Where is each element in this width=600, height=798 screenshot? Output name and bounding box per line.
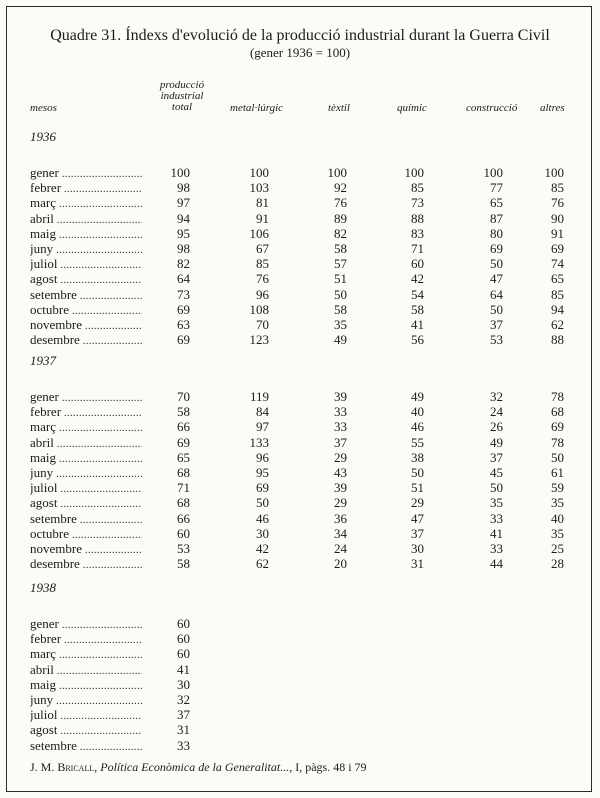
value-cell: 50: [551, 449, 564, 465]
value-cell: 37: [177, 707, 190, 723]
month-label: juny .....: [30, 692, 142, 709]
value-cell: 89: [334, 210, 347, 226]
value-cell: 95: [256, 465, 269, 480]
header-quimic: químic: [397, 102, 427, 114]
value-cell: 39: [334, 480, 347, 496]
month-label: març .....: [30, 646, 142, 663]
value-cell: 41: [177, 661, 190, 677]
value-cell: 58: [177, 556, 190, 572]
value-cell: 106: [249, 225, 269, 241]
header-total-line1: producció: [159, 79, 205, 91]
month-label: desembre .....: [30, 332, 142, 349]
value-cell: 24: [334, 541, 347, 556]
table-row: [0, 692, 600, 707]
month-label: agost .....: [30, 271, 142, 288]
value-cell: 69: [490, 241, 503, 256]
table-row: [0, 180, 600, 195]
value-cell: 55: [411, 434, 424, 450]
value-cell: 60: [177, 631, 190, 647]
table-row: [0, 271, 600, 286]
table-row: [0, 287, 600, 302]
source-pages: , I, pàgs. 48 i 79: [289, 760, 367, 774]
value-cell: 33: [490, 541, 503, 556]
value-cell: 97: [256, 419, 269, 435]
month-label: juliol .....: [30, 256, 142, 273]
table-row: [0, 165, 600, 180]
value-cell: 76: [334, 195, 347, 211]
month-label: gener .....: [30, 389, 142, 406]
value-cell: 60: [177, 646, 190, 662]
value-cell: 100: [544, 165, 564, 180]
value-cell: 46: [411, 419, 424, 435]
value-cell: 85: [551, 286, 564, 302]
value-cell: 71: [177, 480, 190, 496]
value-cell: 74: [551, 256, 564, 272]
value-cell: 54: [411, 286, 424, 302]
value-cell: 50: [411, 465, 424, 480]
value-cell: 36: [334, 510, 347, 526]
value-cell: 38: [411, 449, 424, 465]
value-cell: 37: [334, 434, 347, 450]
month-label: gener .....: [30, 616, 142, 633]
value-cell: 50: [490, 301, 503, 317]
value-cell: 41: [411, 317, 424, 332]
source-citation: J. M. Bricall, Política Econòmica de la Generalitat..., I, pàgs. 48 i 79: [30, 760, 367, 774]
value-cell: 98: [177, 180, 190, 196]
month-label: març .....: [30, 195, 142, 212]
value-cell: 96: [256, 286, 269, 302]
value-cell: 25: [551, 541, 564, 556]
value-cell: 78: [551, 389, 564, 404]
month-label: febrer .....: [30, 404, 142, 421]
table-row: [0, 450, 600, 465]
month-label: octubre .....: [30, 526, 142, 543]
value-cell: 30: [177, 676, 190, 692]
value-cell: 69: [256, 480, 269, 496]
value-cell: 92: [334, 180, 347, 196]
value-cell: 58: [177, 404, 190, 420]
value-cell: 32: [177, 692, 190, 707]
table-row: [0, 631, 600, 646]
month-label: abril .....: [30, 435, 142, 452]
table-row: [0, 317, 600, 332]
value-cell: 30: [411, 541, 424, 556]
month-label: febrer .....: [30, 180, 142, 197]
value-cell: 49: [334, 332, 347, 348]
value-cell: 50: [490, 256, 503, 272]
month-label: maig .....: [30, 226, 142, 243]
value-cell: 88: [551, 332, 564, 348]
table-row: [0, 332, 600, 347]
month-label: desembre .....: [30, 556, 142, 573]
month-label: juliol .....: [30, 480, 142, 497]
value-cell: 69: [551, 419, 564, 435]
value-cell: 96: [256, 449, 269, 465]
value-cell: 68: [177, 495, 190, 511]
value-cell: 65: [551, 271, 564, 287]
table-row: [0, 226, 600, 241]
value-cell: 81: [256, 195, 269, 211]
table-row: [0, 556, 600, 571]
value-cell: 98: [177, 241, 190, 256]
value-cell: 42: [411, 271, 424, 287]
table-row: [0, 662, 600, 677]
value-cell: 77: [490, 180, 503, 196]
value-cell: 42: [256, 541, 269, 556]
value-cell: 100: [404, 165, 424, 180]
value-cell: 84: [256, 404, 269, 420]
value-cell: 133: [249, 434, 269, 450]
month-label: febrer .....: [30, 631, 142, 648]
page-subtitle: (gener 1936 = 100): [249, 45, 351, 60]
value-cell: 60: [177, 525, 190, 541]
header-total-line2: industrial: [160, 90, 204, 102]
month-label: setembre .....: [30, 511, 142, 528]
value-cell: 50: [334, 286, 347, 302]
value-cell: 33: [177, 737, 190, 753]
month-label: novembre .....: [30, 317, 142, 334]
table-row: [0, 389, 600, 404]
value-cell: 60: [177, 616, 190, 631]
value-cell: 73: [411, 195, 424, 211]
value-cell: 66: [177, 419, 190, 435]
table-row: [0, 404, 600, 419]
header-altres: altres: [540, 102, 565, 114]
value-cell: 20: [334, 556, 347, 572]
table-row: [0, 256, 600, 271]
month-label: juny .....: [30, 241, 142, 258]
month-label: octubre .....: [30, 302, 142, 319]
value-cell: 65: [490, 195, 503, 211]
value-cell: 33: [490, 510, 503, 526]
value-cell: 33: [334, 404, 347, 420]
value-cell: 43: [334, 465, 347, 480]
value-cell: 58: [334, 241, 347, 256]
value-cell: 91: [256, 210, 269, 226]
table-row: [0, 511, 600, 526]
value-cell: 31: [411, 556, 424, 572]
source-work: Política Econòmica de la Generalitat...: [100, 760, 290, 774]
value-cell: 31: [177, 722, 190, 738]
value-cell: 103: [249, 180, 269, 196]
value-cell: 80: [490, 225, 503, 241]
value-cell: 51: [411, 480, 424, 496]
value-cell: 63: [177, 317, 190, 332]
value-cell: 35: [490, 495, 503, 511]
value-cell: 67: [256, 241, 269, 256]
value-cell: 119: [249, 389, 269, 404]
table-row: [0, 646, 600, 661]
value-cell: 44: [490, 556, 503, 572]
value-cell: 78: [551, 434, 564, 450]
value-cell: 100: [170, 165, 190, 180]
page-title: Quadre 31. Índexs d'evolució de la producció industrial durant la Guerra Civil: [50, 27, 550, 44]
value-cell: 49: [490, 434, 503, 450]
value-cell: 34: [334, 525, 347, 541]
month-label: gener .....: [30, 165, 142, 182]
value-cell: 69: [177, 301, 190, 317]
header-construccio: construcció: [466, 102, 518, 114]
value-cell: 26: [490, 419, 503, 435]
value-cell: 35: [551, 525, 564, 541]
value-cell: 108: [249, 301, 269, 317]
table-row: [0, 526, 600, 541]
value-cell: 46: [256, 510, 269, 526]
value-cell: 56: [411, 332, 424, 348]
header-mesos: mesos: [30, 102, 57, 114]
value-cell: 59: [551, 480, 564, 496]
value-cell: 70: [177, 389, 190, 404]
value-cell: 94: [551, 301, 564, 317]
value-cell: 69: [177, 434, 190, 450]
value-cell: 71: [411, 241, 424, 256]
month-label: març .....: [30, 419, 142, 436]
year-heading: 1936: [30, 129, 56, 144]
value-cell: 69: [177, 332, 190, 348]
value-cell: 100: [327, 165, 347, 180]
month-label: setembre .....: [30, 738, 142, 755]
month-label: setembre .....: [30, 287, 142, 304]
value-cell: 76: [551, 195, 564, 211]
table-row: [0, 480, 600, 495]
value-cell: 40: [551, 510, 564, 526]
month-label: maig .....: [30, 677, 142, 694]
value-cell: 88: [411, 210, 424, 226]
month-label: abril .....: [30, 211, 142, 228]
table-row: [0, 465, 600, 480]
month-label: agost .....: [30, 722, 142, 739]
value-cell: 39: [334, 389, 347, 404]
value-cell: 70: [256, 317, 269, 332]
month-label: novembre .....: [30, 541, 142, 558]
table-row: [0, 495, 600, 510]
value-cell: 29: [334, 495, 347, 511]
value-cell: 82: [334, 225, 347, 241]
value-cell: 100: [483, 165, 503, 180]
table-row: [0, 707, 600, 722]
value-cell: 50: [490, 480, 503, 496]
header-total-line3: total: [171, 101, 193, 113]
value-cell: 35: [334, 317, 347, 332]
value-cell: 65: [177, 449, 190, 465]
table-row: [0, 302, 600, 317]
table-row: [0, 541, 600, 556]
value-cell: 83: [411, 225, 424, 241]
source-author: J. M. Bricall: [30, 760, 95, 774]
table-row: [0, 435, 600, 450]
value-cell: 62: [256, 556, 269, 572]
value-cell: 61: [551, 465, 564, 480]
value-cell: 66: [177, 510, 190, 526]
value-cell: 53: [177, 541, 190, 556]
value-cell: 90: [551, 210, 564, 226]
value-cell: 69: [551, 241, 564, 256]
value-cell: 40: [411, 404, 424, 420]
value-cell: 35: [551, 495, 564, 511]
value-cell: 28: [551, 556, 564, 572]
table-row: [0, 738, 600, 753]
value-cell: 95: [177, 225, 190, 241]
value-cell: 29: [334, 449, 347, 465]
value-cell: 123: [249, 332, 269, 348]
table-row: [0, 677, 600, 692]
value-cell: 73: [177, 286, 190, 302]
value-cell: 29: [411, 495, 424, 511]
value-cell: 64: [490, 286, 503, 302]
table-row: [0, 616, 600, 631]
value-cell: 30: [256, 525, 269, 541]
value-cell: 41: [490, 525, 503, 541]
value-cell: 37: [490, 449, 503, 465]
month-label: maig .....: [30, 450, 142, 467]
value-cell: 85: [551, 180, 564, 196]
value-cell: 51: [334, 271, 347, 287]
year-heading: 1938: [30, 580, 56, 595]
header-total: [137, 80, 227, 113]
value-cell: 68: [551, 404, 564, 420]
value-cell: 37: [411, 525, 424, 541]
value-cell: 33: [334, 419, 347, 435]
value-cell: 45: [490, 465, 503, 480]
table-row: [0, 419, 600, 434]
value-cell: 57: [334, 256, 347, 272]
year-heading: 1937: [30, 353, 56, 368]
value-cell: 47: [411, 510, 424, 526]
value-cell: 85: [256, 256, 269, 272]
value-cell: 62: [551, 317, 564, 332]
value-cell: 47: [490, 271, 503, 287]
month-label: juliol .....: [30, 707, 142, 724]
value-cell: 58: [334, 301, 347, 317]
value-cell: 64: [177, 271, 190, 287]
value-cell: 58: [411, 301, 424, 317]
value-cell: 76: [256, 271, 269, 287]
value-cell: 32: [490, 389, 503, 404]
value-cell: 94: [177, 210, 190, 226]
value-cell: 37: [490, 317, 503, 332]
value-cell: 97: [177, 195, 190, 211]
table-row: [0, 241, 600, 256]
value-cell: 50: [256, 495, 269, 511]
value-cell: 82: [177, 256, 190, 272]
value-cell: 68: [177, 465, 190, 480]
month-label: agost .....: [30, 495, 142, 512]
value-cell: 24: [490, 404, 503, 420]
table-row: [0, 211, 600, 226]
value-cell: 49: [411, 389, 424, 404]
value-cell: 91: [551, 225, 564, 241]
table-row: [0, 195, 600, 210]
header-textil: tèxtil: [328, 102, 350, 114]
month-label: abril .....: [30, 662, 142, 679]
header-metal: metal·lúrgic: [230, 102, 284, 114]
value-cell: 100: [249, 165, 269, 180]
value-cell: 87: [490, 210, 503, 226]
value-cell: 60: [411, 256, 424, 272]
month-label: juny .....: [30, 465, 142, 482]
value-cell: 53: [490, 332, 503, 348]
table-row: [0, 722, 600, 737]
value-cell: 85: [411, 180, 424, 196]
